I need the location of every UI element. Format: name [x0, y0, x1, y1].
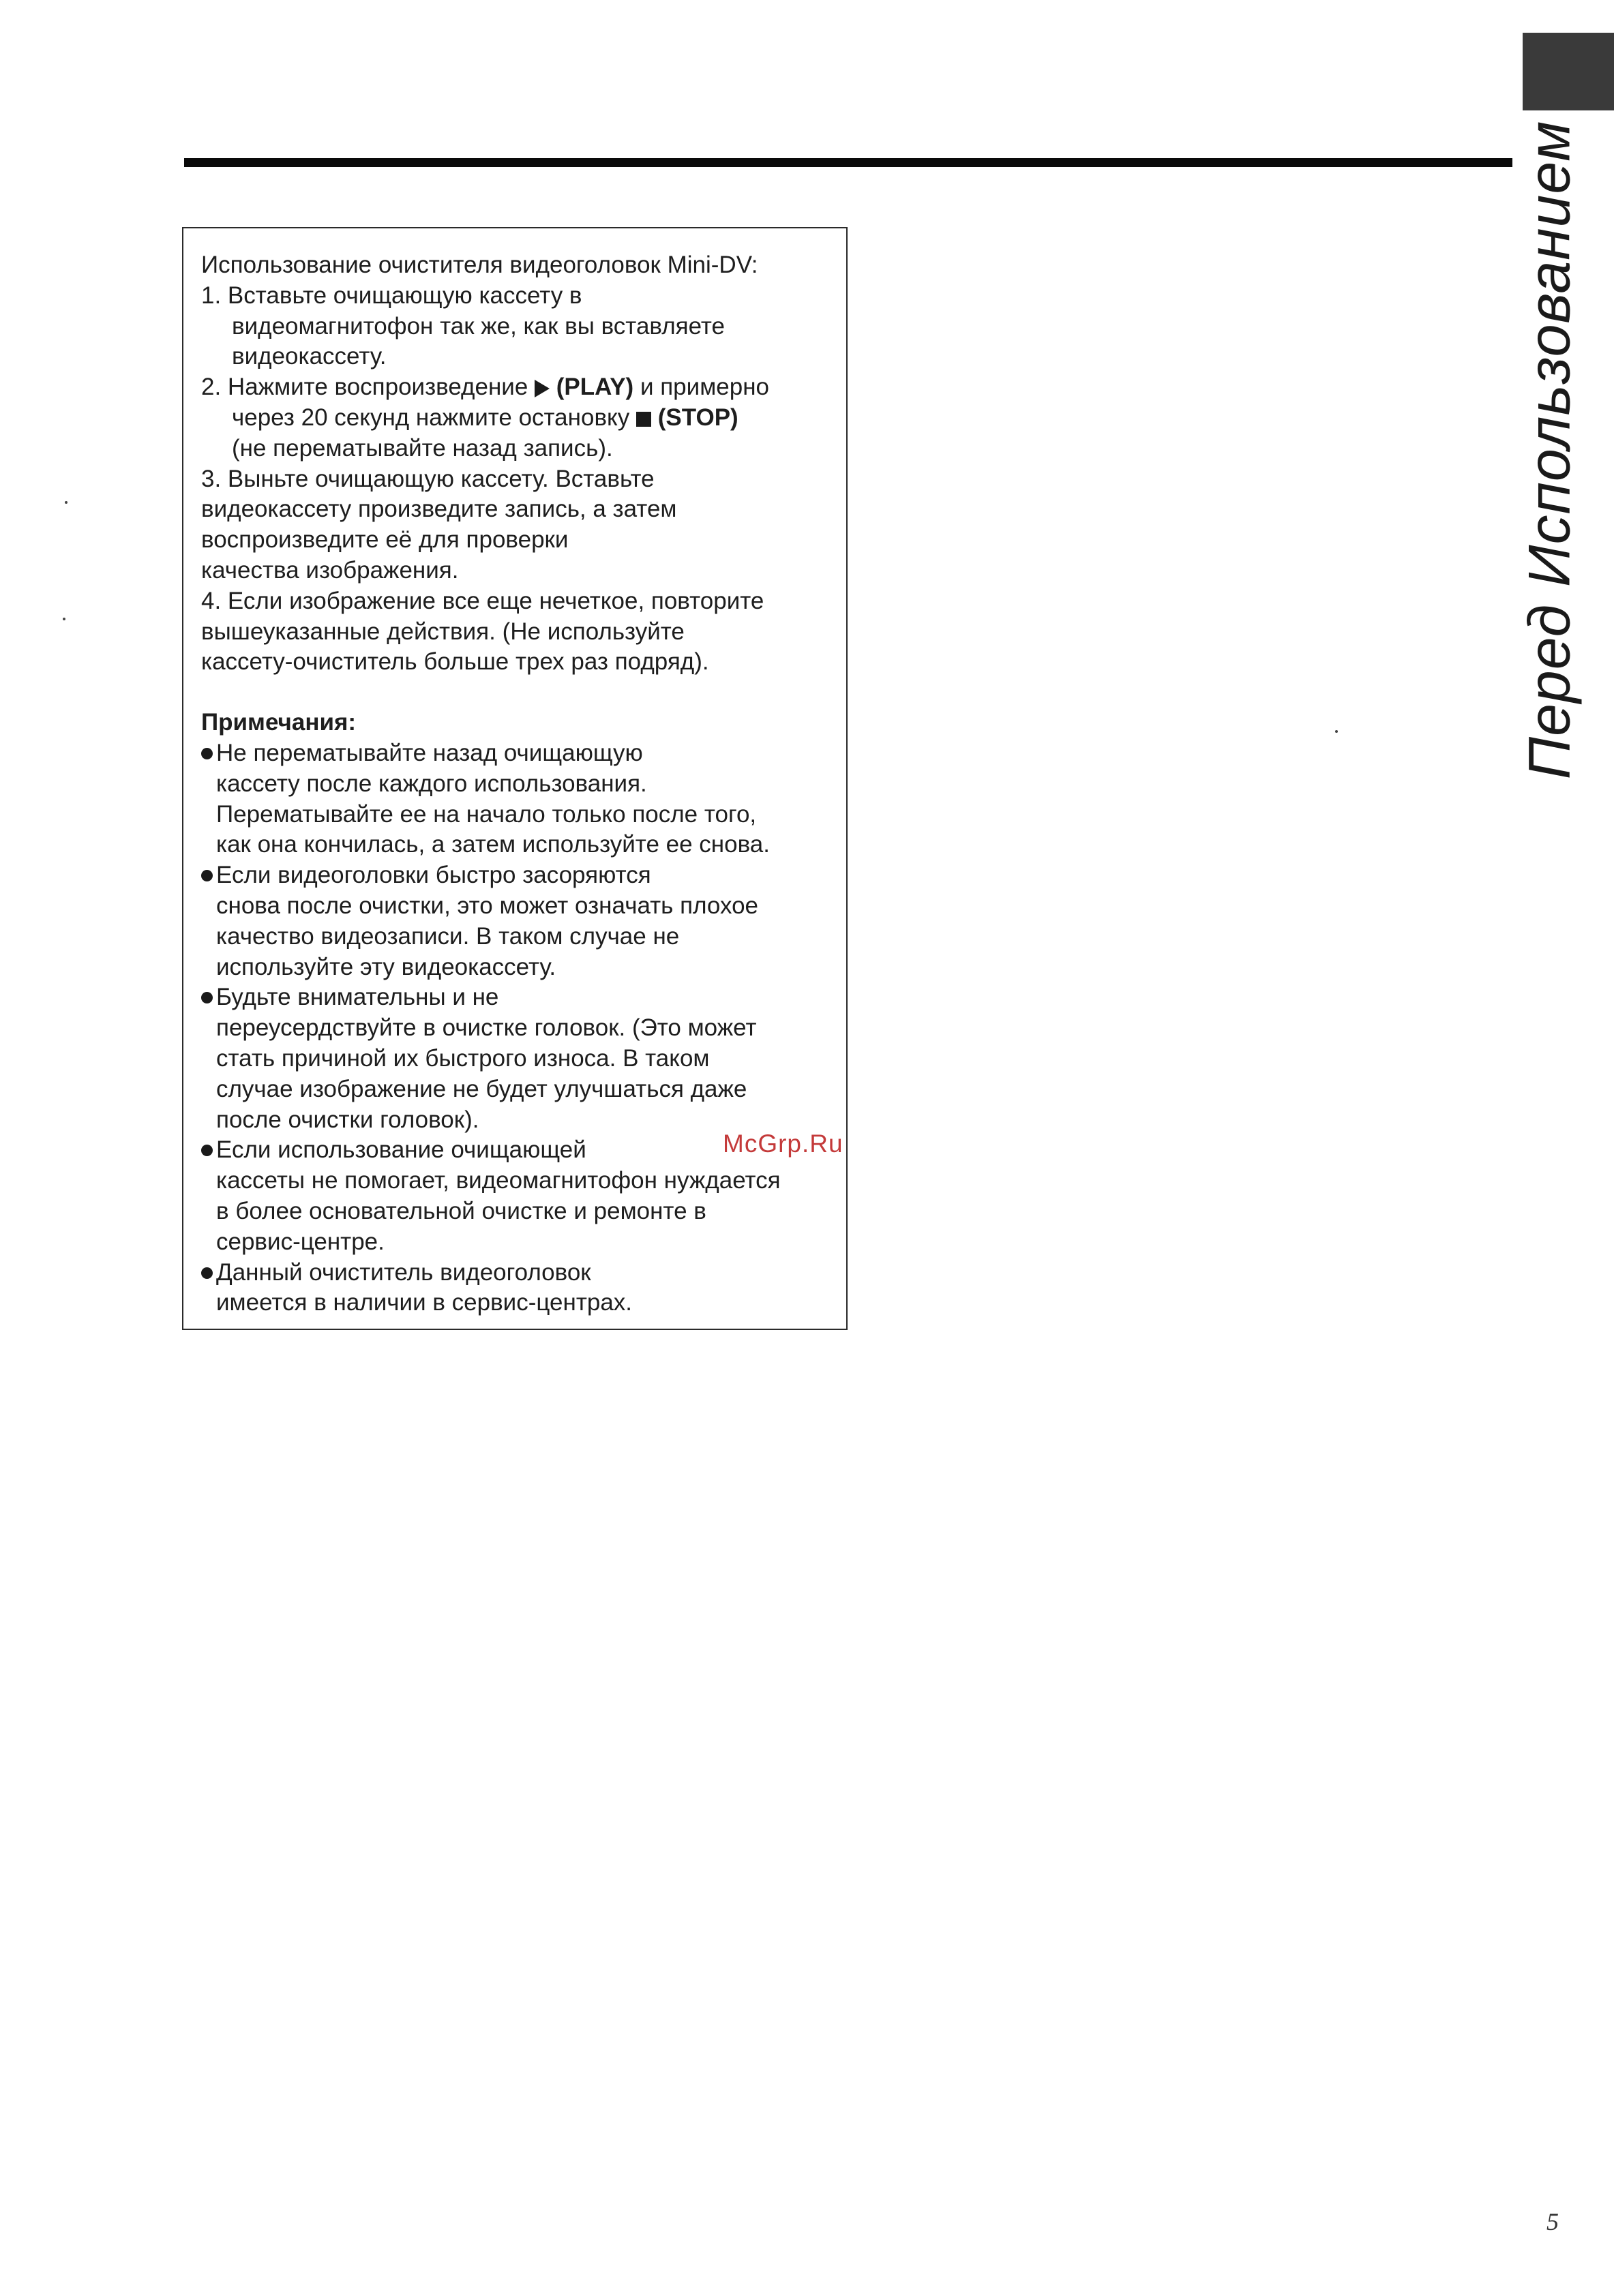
play-icon: [535, 380, 550, 397]
step-1-line-2: видеомагнитофон так же, как вы вставляете: [232, 312, 725, 339]
scan-speck: [65, 501, 68, 504]
section-title-text: Перед Использованием: [1516, 120, 1583, 780]
top-rule: [184, 158, 1512, 167]
note-3-line: переусердствуйте в очистке головок. (Это может: [216, 1014, 757, 1042]
step-2-line-3: (не перематывайте назад запись).: [232, 434, 613, 462]
box-text: [201, 250, 842, 1318]
note-1: [201, 738, 842, 769]
note-5-line: имеется в наличии в сервис-центрах.: [216, 1289, 633, 1316]
stop-icon: [636, 412, 651, 427]
note-4-first: Если использование очищающей: [216, 1136, 586, 1164]
step-3-line-4: качества изображения.: [201, 556, 459, 584]
note-1-line: как она кончилась, а затем используйте ее снова.: [216, 831, 770, 858]
note-5-first: Данный очиститель видеоголовок: [216, 1258, 591, 1286]
bullet-icon: [201, 1145, 213, 1156]
note-1-first: Не перематывайте назад очищающую: [216, 739, 643, 766]
step-4-line-3: кассету-очиститель больше трех раз подряд).: [201, 648, 709, 676]
note-3-line: случае изображение не будет улучшаться даже: [216, 1075, 747, 1102]
intro-line: Использование очистителя видеоголовок Mini-DV:: [201, 252, 758, 278]
paragraph-gap: [201, 678, 842, 708]
note-1-line: кассету после каждого использования.: [216, 770, 647, 797]
page-number: 5: [1546, 2208, 1559, 2235]
stop-label: (STOP): [657, 404, 738, 431]
step-1-line-3: видеокассету.: [232, 343, 387, 370]
note-3: [201, 982, 842, 1013]
section-corner-tab: [1523, 33, 1614, 110]
note-2-line: качество видеозаписи. В таком случае не: [216, 922, 680, 950]
note-4-line: кассеты не помогает, видеомагнитофон нуждается: [216, 1167, 781, 1194]
step-1-line-1: 1. Вставьте очищающую кассету в: [201, 282, 582, 309]
watermark: McGrp.Ru: [723, 1130, 843, 1158]
bullet-icon: [201, 870, 213, 881]
scan-speck: [1335, 730, 1338, 733]
note-4-line: в более основательной очистке и ремонте в: [216, 1197, 706, 1224]
notes-heading: Примечания:: [201, 709, 357, 736]
note-5: [201, 1258, 842, 1288]
step-4-line-2: вышеуказанные действия. (Не используйте: [201, 618, 685, 645]
step-3-line-3: воспроизведите её для проверки: [201, 526, 569, 554]
step-2-line-2: [201, 403, 842, 434]
scan-speck: [63, 618, 65, 620]
step-3-line-2: видеокассету произведите запись, а затем: [201, 496, 677, 523]
note-3-line: после очистки головок).: [216, 1106, 479, 1133]
note-2-first: Если видеоголовки быстро засоряются: [216, 862, 651, 889]
bullet-icon: [201, 1267, 213, 1279]
bullet-icon: [201, 748, 213, 759]
note-2-line: снова после очистки, это может означать плохое: [216, 892, 759, 919]
step-2-line-1: [201, 372, 842, 403]
note-1-line: Перематывайте ее на начало только после того,: [216, 800, 757, 828]
note-2-line: используйте эту видеокассету.: [216, 953, 556, 980]
step-2-text-c: через 20 секунд нажмите остановку: [232, 404, 630, 431]
play-label: (PLAY): [556, 374, 634, 401]
note-2: [201, 860, 842, 891]
step-2-text-a: 2. Нажмите воспроизведение: [201, 374, 528, 401]
note-3-line: стать причиной их быстрого износа. В таком: [216, 1044, 710, 1072]
section-side-title: [1512, 120, 1587, 780]
step-4-line-1: 4. Если изображение все еще нечеткое, повторите: [201, 587, 764, 614]
step-2-text-b: и примерно: [640, 374, 769, 401]
step-3-line-1: 3. Выньте очищающую кассету. Вставьте: [201, 465, 655, 492]
note-3-first: Будьте внимательны и не: [216, 984, 499, 1011]
cleaning-instructions-box: [182, 227, 848, 1330]
note-4-line: сервис-центре.: [216, 1228, 385, 1255]
bullet-icon: [201, 992, 213, 1003]
